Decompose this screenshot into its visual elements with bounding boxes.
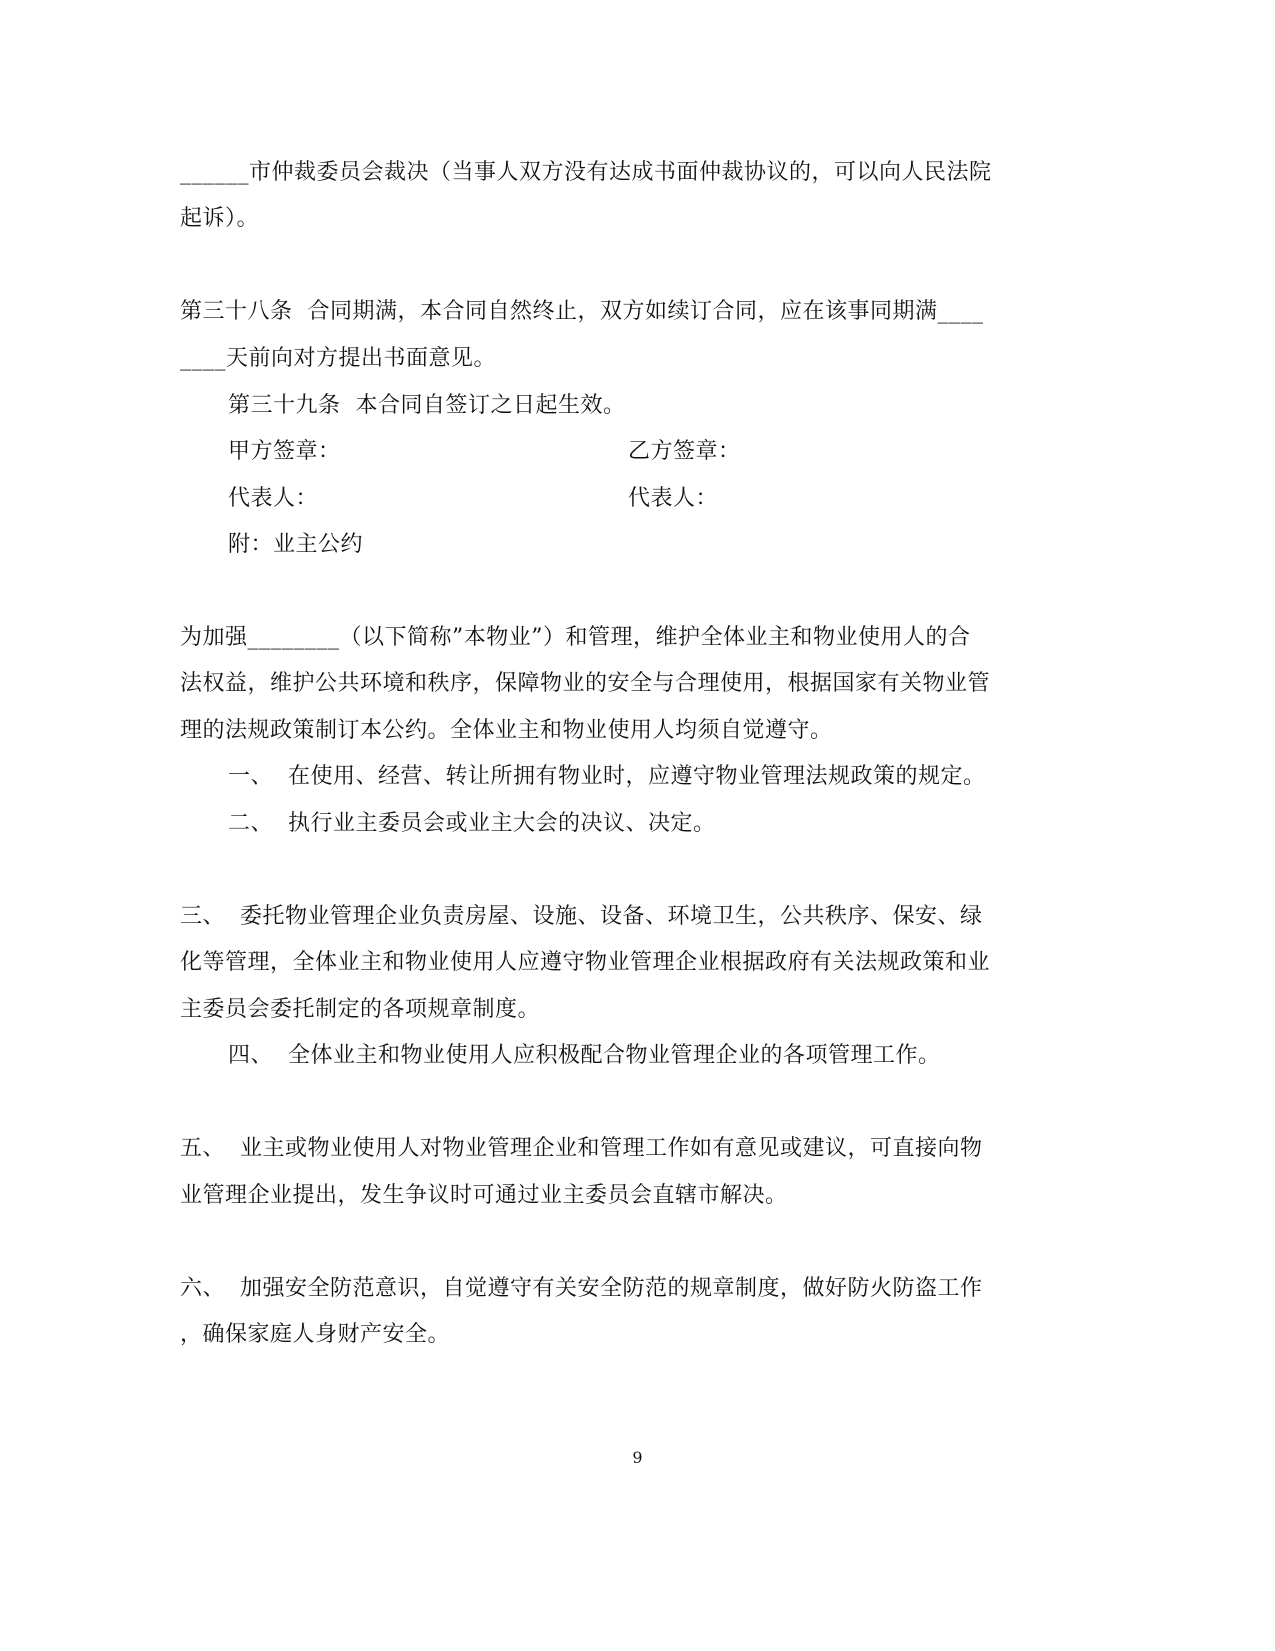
party-a-signature-label: 甲方签章： [228, 439, 341, 464]
text-line: 理的法规政策制订本公约。全体业主和物业使用人均须自觉遵守。 [180, 718, 833, 743]
text-line: ，确保家庭人身财产安全。 [180, 1322, 451, 1347]
text-line: 起诉）。 [180, 206, 260, 231]
list-item: 四、 全体业主和物业使用人应积极配合物业管理企业的各项管理工作。 [228, 1043, 941, 1068]
party-b-representative-label: 代表人： [628, 486, 719, 511]
list-item: 六、 加强安全防范意识，自觉遵守有关安全防范的规章制度，做好防火防盗工作 [180, 1276, 983, 1301]
text-line: 主委员会委托制定的各项规章制度。 [180, 997, 541, 1022]
article-39-line: 第三十九条 本合同自签订之日起生效。 [228, 393, 626, 418]
appendix-title: 附：业主公约 [228, 532, 364, 557]
text-line: 法权益，维护公共环境和秩序，保障物业的安全与合理使用，根据国家有关物业管 [180, 671, 991, 696]
text-line: ______市仲裁委员会裁决（当事人双方没有达成书面仲裁协议的，可以向人民法院 [180, 160, 992, 185]
party-b-signature-label: 乙方签章： [628, 439, 741, 464]
list-item: 一、 在使用、经营、转让所拥有物业时，应遵守物业管理法规政策的规定。 [228, 764, 986, 789]
text-line: 业管理企业提出，发生争议时可通过业主委员会直辖市解决。 [180, 1183, 788, 1208]
text-line: ____天前向对方提出书面意见。 [180, 346, 497, 371]
list-item: 二、 执行业主委员会或业主大会的决议、决定。 [228, 811, 716, 836]
list-item: 五、 业主或物业使用人对物业管理企业和管理工作如有意见或建议，可直接向物 [180, 1136, 983, 1161]
article-38-line: 第三十八条 合同期满，本合同自然终止，双方如续订合同，应在该事同期满____ [180, 299, 984, 324]
page-number: 9 [632, 1448, 643, 1467]
text-line: 化等管理，全体业主和物业使用人应遵守物业管理企业根据政府有关法规政策和业 [180, 950, 991, 975]
text-line: 为加强________（以下简称”本物业”）和管理，维护全体业主和物业使用人的合 [180, 625, 971, 650]
list-item: 三、 委托物业管理企业负责房屋、设施、设备、环境卫生，公共秩序、保安、绿 [180, 904, 983, 929]
party-a-representative-label: 代表人： [228, 486, 319, 511]
